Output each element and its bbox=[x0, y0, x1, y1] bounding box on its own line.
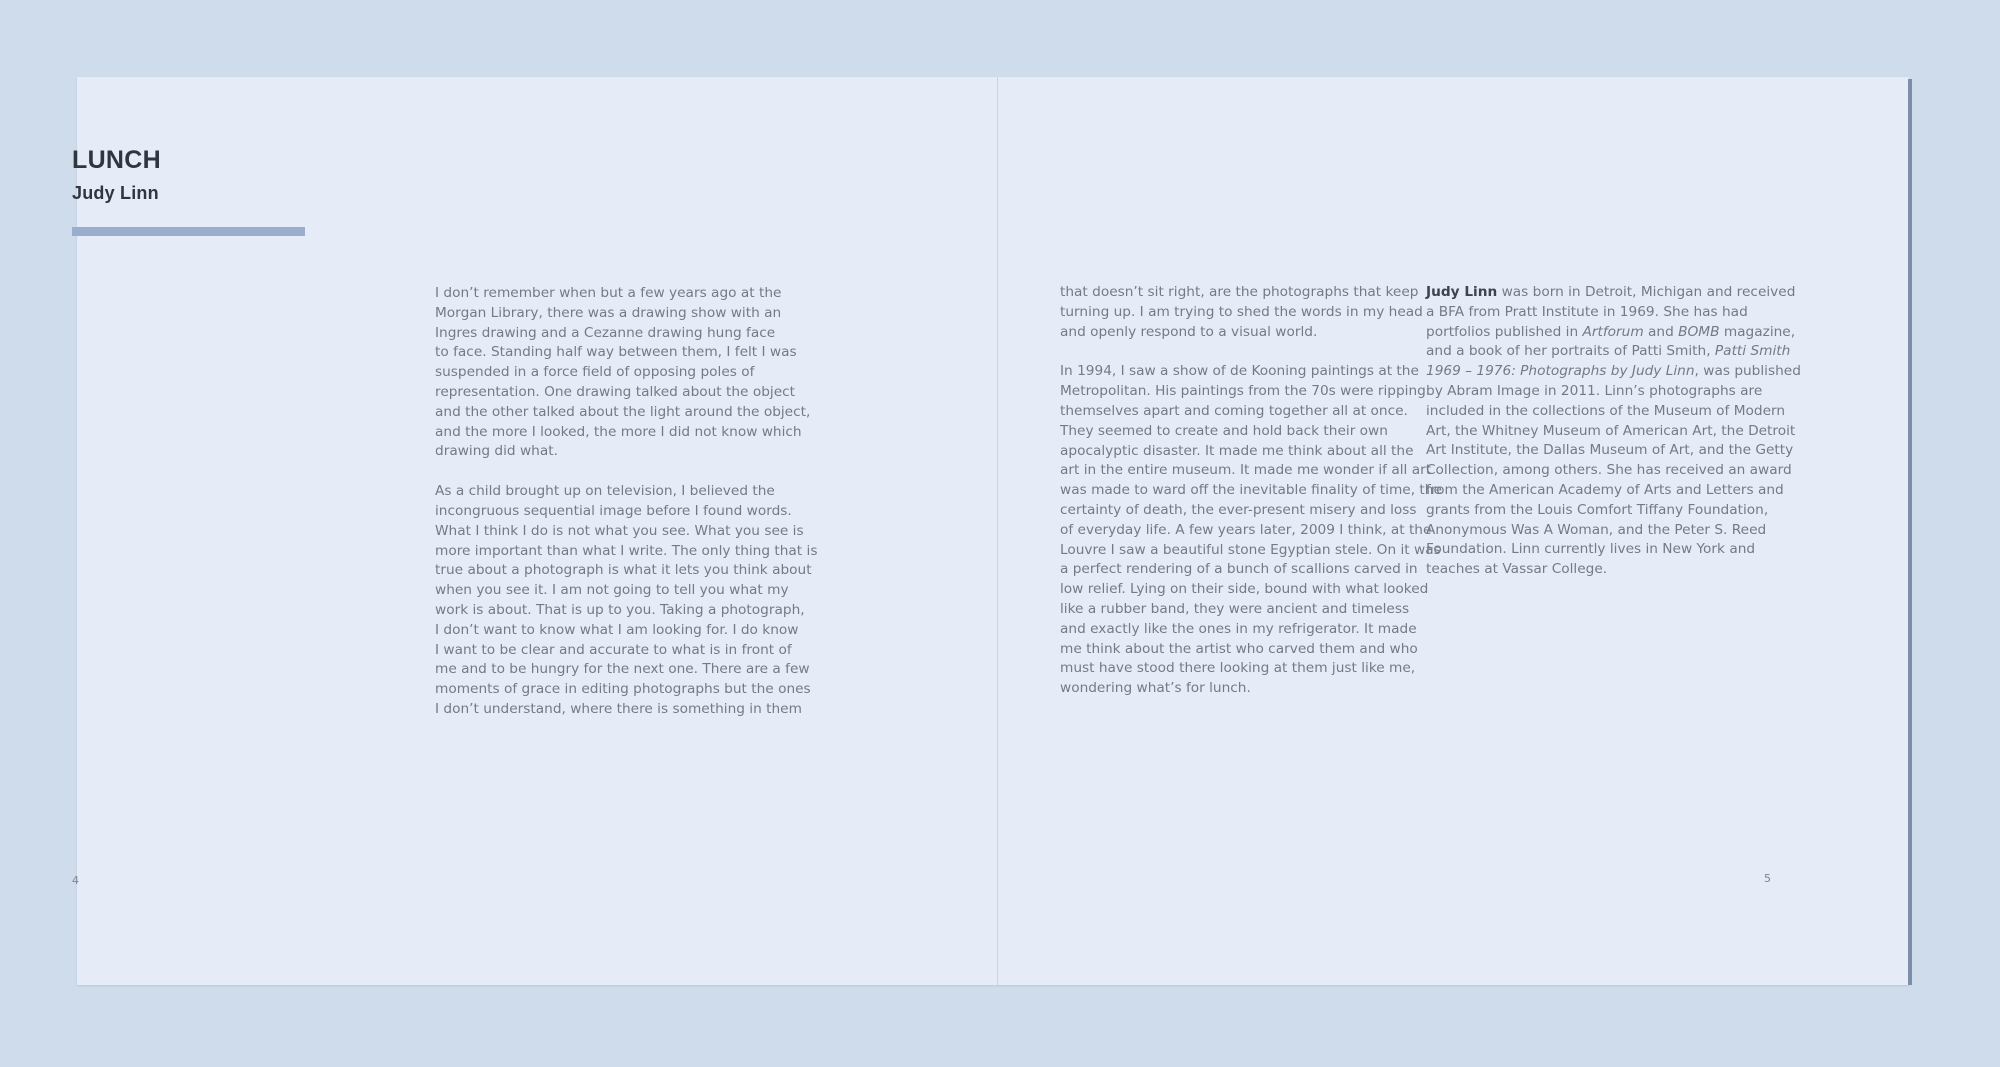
text-line: Art Institute, the Dallas Museum of Art, and the Getty bbox=[1426, 442, 1794, 459]
text-line: and exactly like the ones in my refrigerator. It made bbox=[1060, 620, 1417, 637]
text-line: I don’t understand, where there is something in them bbox=[435, 700, 802, 717]
text-line: from the American Academy of Arts and Letters and bbox=[1426, 481, 1784, 498]
text-line: As a child brought up on television, I believed the bbox=[435, 483, 775, 500]
text-line: teaches at Vassar College. bbox=[1426, 561, 1608, 578]
text-line: representation. One drawing talked about the object bbox=[435, 383, 796, 400]
bio-paragraph bbox=[1426, 283, 1801, 580]
text-line: of everyday life. A few years later, 2009 I think, at the bbox=[1060, 521, 1432, 538]
text-line: , was published bbox=[1694, 363, 1801, 380]
text-line: work is about. That is up to you. Taking a photograph, bbox=[435, 601, 805, 618]
text-line: themselves apart and coming together all at once. bbox=[1060, 402, 1408, 419]
page-number-left: 4 bbox=[72, 874, 79, 887]
page-title: LUNCH bbox=[72, 146, 161, 174]
text-line: drawing did what. bbox=[435, 443, 558, 460]
text-line: I don’t want to know what I am looking for. I do know bbox=[435, 621, 799, 638]
text-line: art in the entire museum. It made me wonder if all art bbox=[1060, 462, 1432, 479]
text-line: apocalyptic disaster. It made me think about all the bbox=[1060, 442, 1414, 459]
paragraph bbox=[1060, 362, 1442, 699]
text-line: What I think I do is not what you see. What you see is bbox=[435, 522, 804, 539]
text-line: Foundation. Linn currently lives in New York and bbox=[1426, 541, 1756, 558]
title-rule bbox=[72, 227, 305, 236]
book-gutter bbox=[997, 77, 998, 985]
paragraph bbox=[435, 284, 817, 462]
text-line: more important than what I write. The only thing that is bbox=[435, 542, 818, 559]
text-line: They seemed to create and hold back their own bbox=[1060, 422, 1388, 439]
text-line: me and to be hungry for the next one. There are a few bbox=[435, 661, 810, 678]
text-line: magazine, bbox=[1719, 323, 1796, 340]
text-line: and the other talked about the light around the object, bbox=[435, 403, 811, 420]
author-name: Judy Linn bbox=[72, 183, 159, 203]
text-line: Art, the Whitney Museum of American Art, the Detroit bbox=[1426, 422, 1796, 439]
text-line: a BFA from Pratt Institute in 1969. She has had bbox=[1426, 303, 1748, 320]
text-line: moments of grace in editing photographs but the ones bbox=[435, 681, 811, 698]
text-line: I don’t remember when but a few years ago at the bbox=[435, 285, 782, 301]
text-line: In 1994, I saw a show of de Kooning paintings at the bbox=[1060, 363, 1419, 380]
text-line: and a book of her portraits of Patti Smith, bbox=[1426, 343, 1715, 360]
text-line: and openly respond to a visual world. bbox=[1060, 323, 1318, 340]
text-line: Metropolitan. His paintings from the 70s were ripping bbox=[1060, 383, 1426, 400]
essay-column-1 bbox=[435, 284, 817, 740]
text-line: true about a photograph is what it lets you think about bbox=[435, 562, 812, 579]
title-block bbox=[72, 148, 161, 204]
text-line: Anonymous Was A Woman, and the Peter S. Reed bbox=[1426, 521, 1767, 538]
text-line: me think about the artist who carved them and who bbox=[1060, 640, 1418, 657]
text-line: and the more I looked, the more I did not know which bbox=[435, 423, 802, 440]
paragraph bbox=[435, 482, 817, 720]
text-line: Ingres drawing and a Cezanne drawing hung face bbox=[435, 324, 776, 341]
paragraph bbox=[1060, 283, 1442, 342]
essay-column-2 bbox=[1060, 283, 1442, 719]
italic-title: 1969 – 1976: Photographs by Judy Linn bbox=[1426, 363, 1695, 380]
text-line: and bbox=[1643, 323, 1679, 340]
bio-name: Judy Linn bbox=[1426, 284, 1498, 300]
text-line: certainty of death, the ever-present misery and loss bbox=[1060, 501, 1417, 518]
text-line: low relief. Lying on their side, bound with what looked bbox=[1060, 581, 1429, 598]
text-line: by Abram Image in 2011. Linn’s photographs are bbox=[1426, 382, 1763, 399]
page-number-right: 5 bbox=[1764, 872, 1771, 885]
text-line: portfolios published in bbox=[1426, 323, 1583, 340]
italic-title: Artforum bbox=[1582, 323, 1644, 340]
text-line: turning up. I am trying to shed the words in my head bbox=[1060, 303, 1423, 320]
text-line: Collection, among others. She has received an award bbox=[1426, 462, 1792, 479]
text-line: suspended in a force field of opposing poles of bbox=[435, 364, 755, 381]
text-line: like a rubber band, they were ancient and timeless bbox=[1060, 600, 1410, 617]
text-line: must have stood there looking at them just like me, bbox=[1060, 660, 1416, 677]
text-line: Louvre I saw a beautiful stone Egyptian stele. On it was bbox=[1060, 541, 1441, 558]
text-line: grants from the Louis Comfort Tiffany Foundation, bbox=[1426, 501, 1769, 518]
italic-title: BOMB bbox=[1678, 323, 1720, 340]
text-line: Morgan Library, there was a drawing show with an bbox=[435, 304, 782, 321]
text-line: included in the collections of the Museum of Modern bbox=[1426, 402, 1786, 419]
text-line: to face. Standing half way between them, I felt I was bbox=[435, 344, 797, 361]
text-line: a perfect rendering of a bunch of scallions carved in bbox=[1060, 561, 1418, 578]
text-line: was made to ward off the inevitable finality of time, the bbox=[1060, 482, 1442, 499]
bio-column bbox=[1426, 283, 1801, 600]
book-edge bbox=[1908, 79, 1912, 985]
text-line: I want to be clear and accurate to what is in front of bbox=[435, 641, 792, 658]
text-line: when you see it. I am not going to tell you what my bbox=[435, 582, 789, 599]
text-line: was born in Detroit, Michigan and received bbox=[1497, 284, 1796, 300]
italic-title: Patti Smith bbox=[1714, 343, 1791, 360]
text-line: incongruous sequential image before I found words. bbox=[435, 502, 792, 519]
text-line: that doesn’t sit right, are the photographs that keep bbox=[1060, 284, 1419, 300]
text-line: wondering what’s for lunch. bbox=[1060, 680, 1251, 697]
